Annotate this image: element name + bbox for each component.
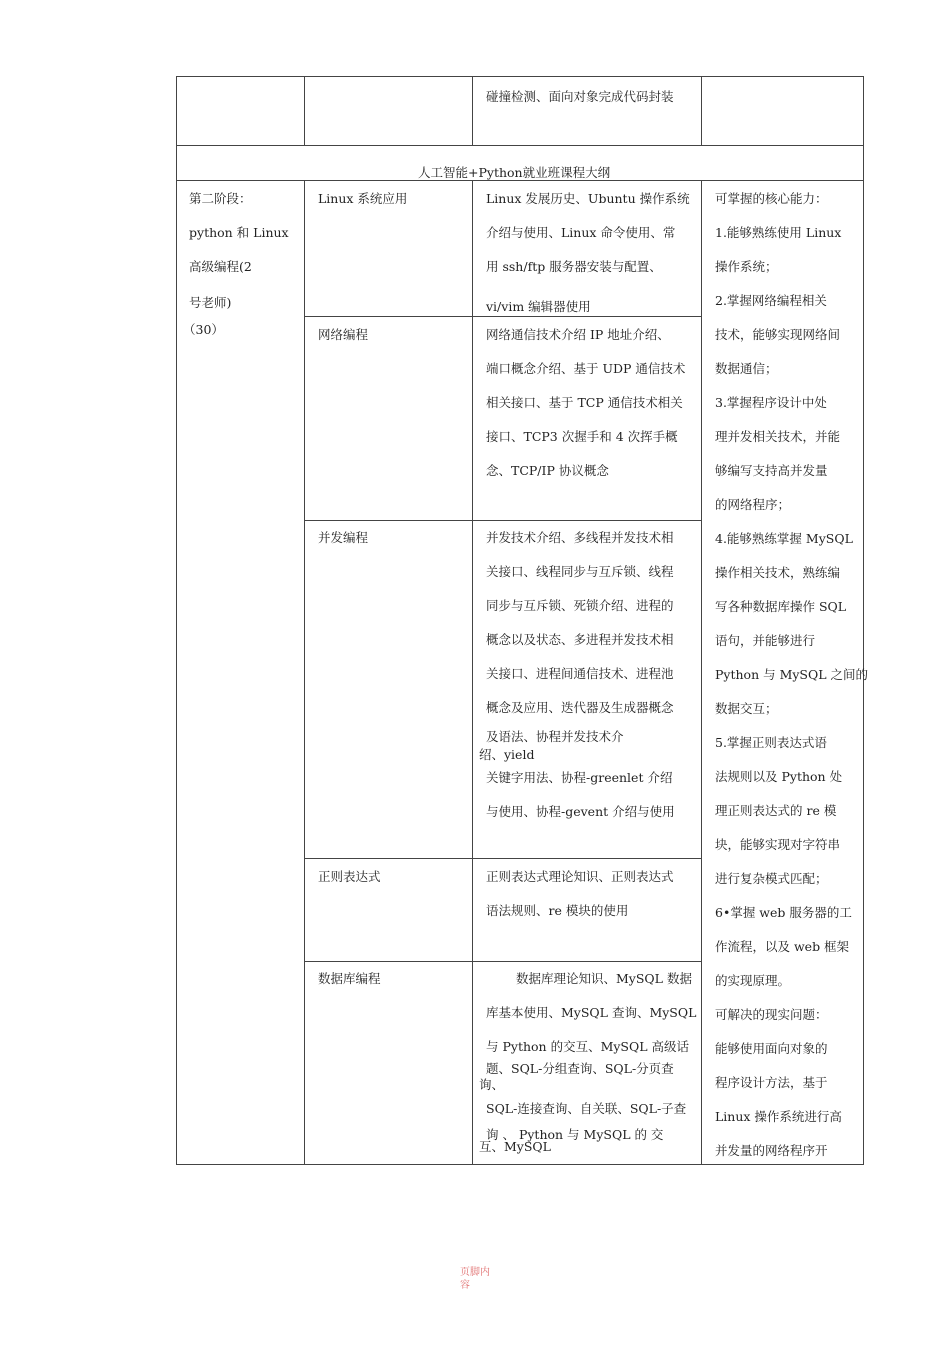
content-line: 概念及应用、迭代器及生成器概念: [486, 700, 674, 715]
table-border-top: [176, 76, 864, 77]
abilities-cell: [715, 182, 868, 1168]
col-divider: [701, 76, 702, 146]
stage-line: （30）: [183, 322, 224, 337]
module-content-database: [479, 962, 697, 1154]
ability-line: Python 与 MySQL 之间的: [715, 667, 869, 682]
content-line: SQL-连接查询、自关联、SQL-子查: [486, 1101, 687, 1116]
row-divider: [176, 145, 864, 146]
ability-line: 够编写支持高并发量: [715, 463, 828, 478]
content-line: 相关接口、基于 TCP 通信技术相关: [486, 395, 683, 410]
module-name-regex: 正则表达式: [318, 869, 381, 884]
ability-line: 法规则以及 Python 处: [715, 769, 843, 784]
ability-line: 作流程，以及 web 框架: [715, 939, 850, 954]
module-name-network: 网络编程: [318, 327, 369, 342]
content-line: 网络通信技术介绍 IP 地址介绍、: [486, 327, 670, 342]
col-divider: [472, 180, 473, 1165]
content-line: 与 Python 的交互、MySQL 高级话: [486, 1039, 690, 1054]
ability-line: 4.能够熟练掌握 MySQL: [715, 531, 853, 546]
content-line: 接口、TCP3 次握手和 4 次挥手概: [486, 429, 678, 444]
ability-line: 5.掌握正则表达式语: [715, 735, 827, 750]
footer-line: 页脚内: [460, 1267, 490, 1278]
content-line: 语法规则、re 模块的使用: [486, 903, 629, 918]
module-name-database: 数据库编程: [318, 971, 381, 986]
content-line: 端口概念介绍、基于 UDP 通信技术: [486, 361, 686, 376]
ability-line: 可掌握的核心能力：: [715, 191, 828, 206]
content-line: 绍、yield: [479, 747, 535, 762]
ability-line: 理正则表达式的 re 模: [715, 803, 837, 818]
content-line: 关接口、线程同步与互斥锁、线程: [486, 564, 674, 579]
content-line: 与使用、协程-gevent 介绍与使用: [486, 804, 675, 819]
ability-line: Linux 操作系统进行高: [715, 1109, 842, 1124]
ability-line: 操作相关技术，熟练编: [715, 565, 841, 580]
col-divider: [304, 76, 305, 146]
ability-line: 语句，并能够进行: [715, 633, 816, 648]
module-name-concurrency: 并发编程: [318, 530, 369, 545]
module-content-network: [486, 318, 685, 488]
content-line: 用 ssh/ftp 服务器安装与配置、: [486, 259, 662, 274]
content-line: 询 、 Python 与 MySQL 的 交: [486, 1127, 664, 1142]
ability-line: 1.能够熟练使用 Linux: [715, 225, 842, 240]
content-line: vi/vim 编辑器使用: [486, 299, 591, 314]
ability-line: 6•掌握 web 服务器的工: [715, 905, 852, 920]
content-line: 关键字用法、协程-greenlet 介绍: [486, 770, 673, 785]
module-content-regex: [486, 860, 674, 928]
module-content-concurrency: [479, 521, 675, 829]
ability-line: 进行复杂模式匹配；: [715, 871, 828, 886]
col-divider: [472, 76, 473, 146]
ability-line: 可解决的现实问题：: [715, 1007, 828, 1022]
module-name-linux: Linux 系统应用: [318, 191, 408, 206]
row-divider: [304, 858, 702, 859]
content-line: 数据库理论知识、MySQL 数据: [516, 971, 692, 986]
ability-line: 并发量的网络程序开: [715, 1143, 828, 1158]
module-content-linux: [486, 182, 690, 324]
content-line: 同步与互斥锁、死锁介绍、进程的: [486, 598, 674, 613]
stage-line: 第二阶段：: [189, 191, 252, 206]
content-line: 题、SQL-分组查询、SQL-分页查: [486, 1061, 674, 1076]
page-footer: [460, 1266, 490, 1292]
table-border-left: [176, 76, 177, 1165]
ability-line: 2.掌握网络编程相关: [715, 293, 827, 308]
ability-line: 理并发相关技术，并能: [715, 429, 841, 444]
ability-line: 块，能够实现对字符串: [715, 837, 841, 852]
ability-line: 程序设计方法，基于: [715, 1075, 828, 1090]
ability-line: 数据交互；: [715, 701, 778, 716]
footer-line: 容: [460, 1280, 470, 1291]
stage-line: 高级编程(2: [189, 259, 252, 274]
content-line: 概念以及状态、多进程并发技术相: [486, 632, 674, 647]
content-line: 念、TCP/IP 协议概念: [486, 463, 609, 478]
col-divider: [304, 180, 305, 1165]
content-line: 并发技术介绍、多线程并发技术相: [486, 530, 674, 545]
content-line: 介绍与使用、Linux 命令使用、常: [486, 225, 676, 240]
ability-line: 的实现原理。: [715, 973, 791, 988]
content-line: 关接口、进程间通信技术、进程池: [486, 666, 674, 681]
content-line: 互、MySQL: [479, 1139, 551, 1154]
table-title: 人工智能+Python就业班课程大纲: [418, 165, 611, 180]
content-line: 及语法、协程并发技术介: [486, 729, 624, 744]
stage-line: python 和 Linux: [189, 225, 289, 240]
top-row-content: 碰撞检测、面向对象完成代码封装: [486, 89, 674, 104]
content-line: 询、: [479, 1077, 505, 1092]
ability-line: 3.掌握程序设计中处: [715, 395, 827, 410]
ability-line: 的网络程序；: [715, 497, 791, 512]
content-line: 正则表达式理论知识、正则表达式: [486, 869, 674, 884]
content-line: 库基本使用、MySQL 查询、MySQL: [486, 1005, 697, 1020]
stage-cell: [183, 182, 289, 342]
ability-line: 操作系统；: [715, 259, 778, 274]
ability-line: 写各种数据库操作 SQL: [715, 599, 847, 614]
ability-line: 数据通信；: [715, 361, 778, 376]
stage-line: 号老师): [189, 295, 232, 310]
ability-line: 技术，能够实现网络间: [715, 327, 841, 342]
content-line: Linux 发展历史、Ubuntu 操作系统: [486, 191, 690, 206]
ability-line: 能够使用面向对象的: [715, 1041, 828, 1056]
col-divider: [701, 180, 702, 1165]
